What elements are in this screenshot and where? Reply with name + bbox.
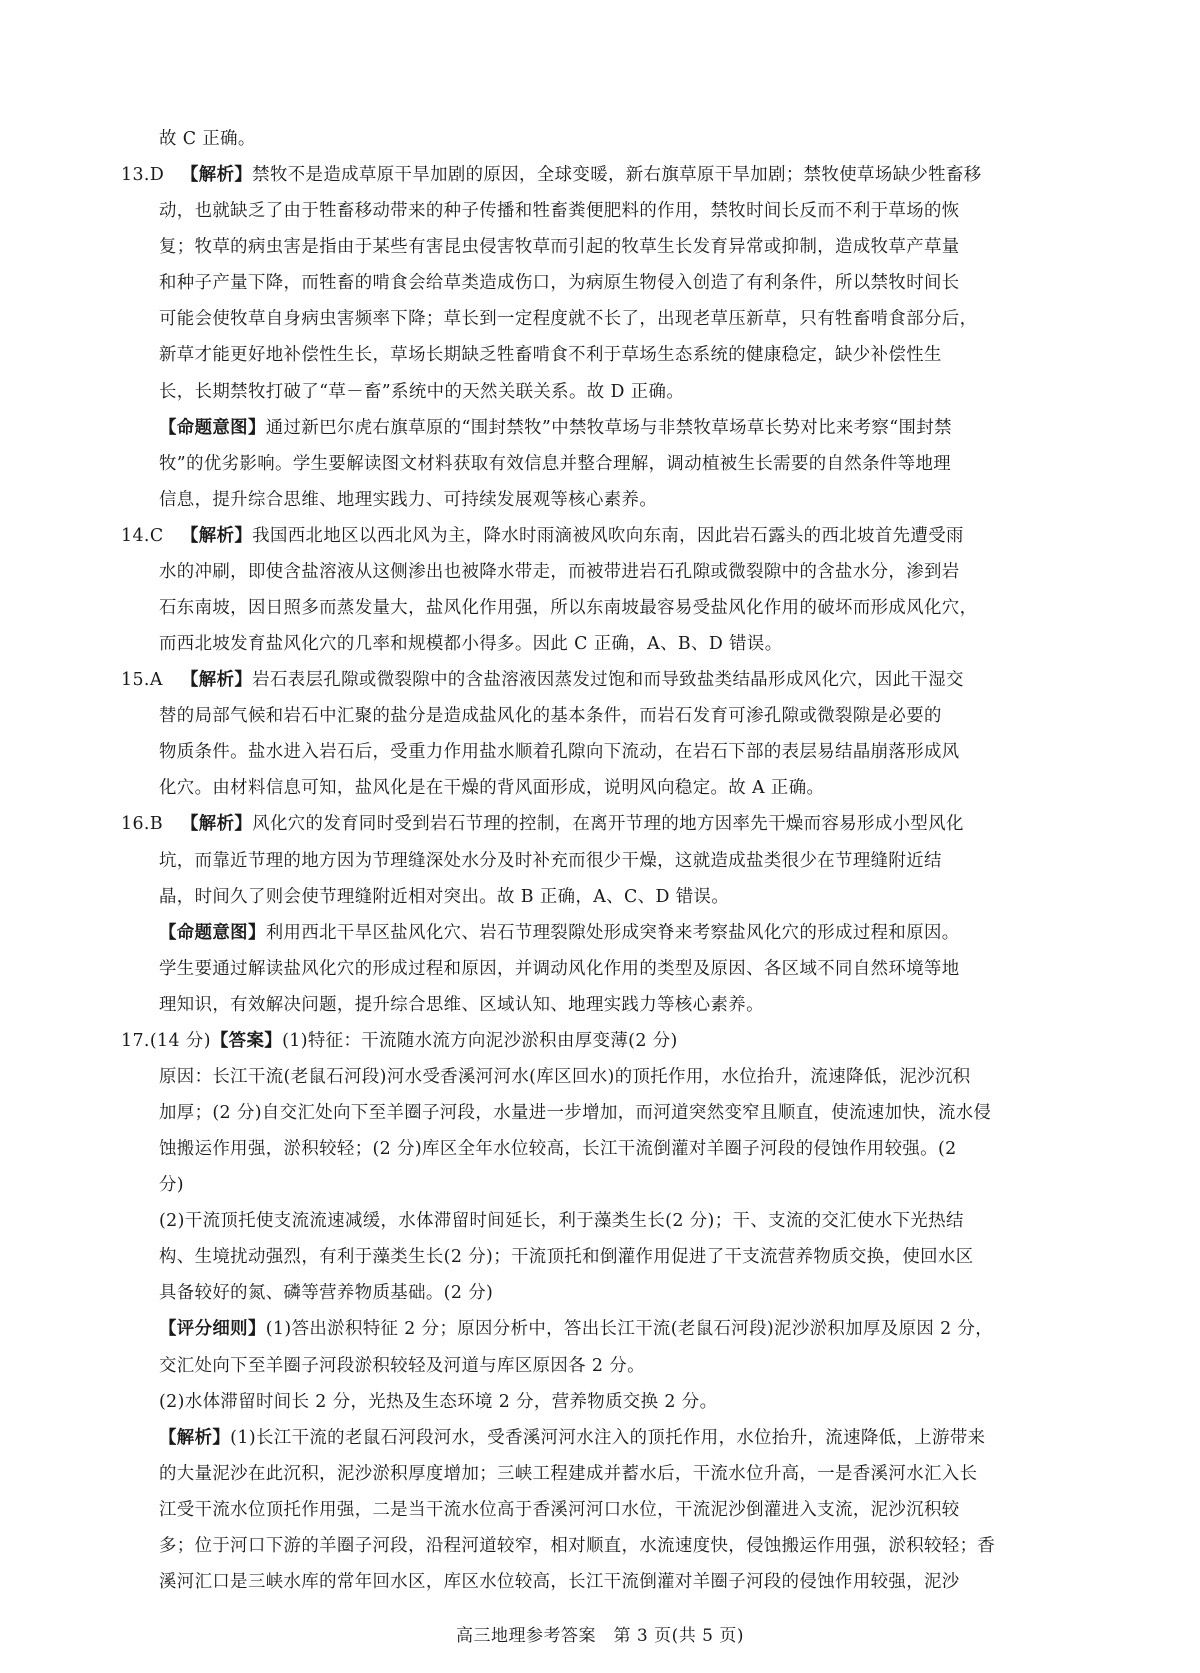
text-line: 加厚；(2 分)自交汇处向下至羊圈子河段，水量进一步增加，而河道突然变窄且顺直，使流速加快，流水侵 — [159, 1103, 992, 1123]
grading-line — [159, 1317, 993, 1341]
intent-line — [159, 416, 952, 440]
text-line: 水的冲刷，即使含盐溶液从这侧渗出也被降水带走，而被带进岩石孔隙或微裂隙中的含盐水分，渗到岩 — [159, 562, 960, 582]
text-line: 岩石表层孔隙或微裂隙中的含盐溶液因蒸发过饱和而导致盐类结晶形成风化穴，因此干湿交 — [252, 670, 964, 690]
q14-first-line — [121, 524, 964, 548]
text-line: 原因：长江干流(老鼠石河段)河水受香溪河河水(库区回水)的顶托作用，水位抬升，流速降低，泥沙沉积 — [159, 1067, 971, 1087]
text-line: 而西北坡发育盐风化穴的几率和规模都小得多。因此 C 正确，A、B、D 错误。 — [159, 634, 783, 654]
text-line: 坑，而靠近节理的地方因为节理缝深处水分及时补充而很少干燥，这就造成盐类很少在节理缝附近结 — [159, 851, 942, 871]
analysis-label: 【解析】 — [159, 1428, 231, 1448]
text-line: 替的局部气候和岩石中汇聚的盐分是造成盐风化的基本条件，而岩石发育可渗孔隙或微裂隙是必要的 — [159, 706, 942, 726]
q16-first-line — [121, 812, 964, 836]
q13-first-line — [121, 163, 982, 187]
text-line: 和种子产量下降，而牲畜的啃食会给草类造成伤口，为病原生物侵入创造了有利条件，所以禁牧时间长 — [159, 273, 960, 293]
text-line: 江受干流水位顶托作用强，二是当干流水位高于香溪河河口水位，干流泥沙倒灌进入支流，泥沙沉积较 — [159, 1500, 960, 1520]
text-line: 构、生境扰动强烈，有利于藻类生长(2 分)；干流顶托和倒灌作用促进了干支流营养物质交换，使回水区 — [159, 1247, 974, 1267]
text-line: (2)干流顶托使支流流速减缓，水体滞留时间延长，利于藻类生长(2 分)；干、支流的交汇使水下光热结 — [159, 1211, 964, 1231]
text-line: (2)水体滞留时间长 2 分，光热及生态环境 2 分，营养物质交换 2 分。 — [159, 1392, 718, 1412]
q17-first-line — [121, 1029, 678, 1053]
text-line: 风化穴的发育同时受到岩石节理的控制，在离开节理的地方因率先干燥而容易形成小型风化 — [252, 814, 964, 834]
continuation-line: 故 C 正确。 — [159, 129, 256, 149]
text-line: 的大量泥沙在此沉积，泥沙淤积厚度增加；三峡工程建成并蓄水后，干流水位升高，一是香溪河水汇入长 — [159, 1464, 978, 1484]
text-line: (1)答出淤积特征 2 分；原因分析中，答出长江干流(老鼠石河段)泥沙淤积加厚及原因 2 分， — [265, 1319, 994, 1339]
question-number: 13.D — [121, 165, 165, 185]
text-line: 禁牧不是造成草原干旱加剧的原因，全球变暖，新右旗草原干旱加剧；禁牧使草场缺少牲畜移 — [252, 165, 982, 185]
grading-label: 【评分细则】 — [159, 1319, 266, 1339]
text-line: 通过新巴尔虎右旗草原的“围封禁牧”中禁牧草场与非禁牧草场草长势对比来考察“围封禁 — [265, 418, 952, 438]
text-line: 长，长期禁牧打破了“草－畜”系统中的天然关联关系。故 D 正确。 — [159, 382, 685, 402]
analysis-label: 【解析】 — [181, 165, 253, 185]
text-line: 动，也就缺乏了由于牲畜移动带来的种子传播和牲畜粪便肥料的作用，禁牧时间长反而不利于草场的恢 — [159, 201, 960, 221]
score: (14 分) — [149, 1031, 211, 1051]
page-footer: 高三地理参考答案 第 3 页(共 5 页) — [455, 1626, 744, 1646]
text-line: 可能会使牧草自身病虫害频率下降；草长到一定程度就不长了，出现老草压新草，只有牲畜啃食部分后， — [159, 309, 978, 329]
text-line: 信息，提升综合思维、地理实践力、可持续发展观等核心素养。 — [159, 490, 658, 510]
intent-line — [159, 921, 960, 945]
text-line: 学生要通过解读盐风化穴的形成过程和原因，并调动风化作用的类型及原因、各区域不同自然环境等地 — [159, 959, 960, 979]
question-number: 17. — [121, 1031, 150, 1051]
text-line: 蚀搬运作用强，淤积较轻；(2 分)库区全年水位较高，长江干流倒灌对羊圈子河段的侵蚀作用较强。(2 — [159, 1139, 957, 1159]
question-number: 14.C — [121, 526, 164, 546]
analysis-line — [159, 1426, 985, 1450]
text-line: 晶，时间久了则会使节理缝附近相对突出。故 B 正确，A、C、D 错误。 — [159, 887, 730, 907]
text-line: 化穴。由材料信息可知，盐风化是在干燥的背风面形成，说明风向稳定。故 A 正确。 — [159, 778, 825, 798]
answer-label: 【答案】 — [210, 1031, 283, 1051]
intent-label: 【命题意图】 — [159, 418, 266, 438]
text-line: 分) — [159, 1175, 184, 1195]
text-line: 牧”的优劣影响。学生要解读图文材料获取有效信息并整合理解，调动植被生长需要的自然条件等地理 — [159, 454, 952, 474]
text-line: 复；牧草的病虫害是指由于某些有害昆虫侵害牧草而引起的牧草生长发育异常或抑制，造成牧草产草量 — [159, 237, 960, 257]
text-line: 石东南坡，因日照多而蒸发量大，盐风化作用强，所以东南坡最容易受盐风化作用的破坏而形成风化穴， — [159, 598, 978, 618]
intent-label: 【命题意图】 — [159, 923, 266, 943]
text-line: 理知识，有效解决问题，提升综合思维、区域认知、地理实践力等核心素养。 — [159, 995, 764, 1015]
question-number: 15.A — [121, 670, 163, 690]
analysis-label: 【解析】 — [181, 670, 253, 690]
text-line: 新草才能更好地补偿性生长，草场长期缺乏牲畜啃食不利于草场生态系统的健康稳定，缺少补偿性生 — [159, 345, 942, 365]
text-line: 利用西北干旱区盐风化穴、岩石节理裂隙处形成突脊来考察盐风化穴的形成过程和原因。 — [265, 923, 960, 943]
analysis-label: 【解析】 — [181, 526, 253, 546]
text-line: (1)长江干流的老鼠石河段河水，受香溪河河水注入的顶托作用，水位抬升，流速降低，上游带来 — [230, 1428, 986, 1448]
text-line: 溪河汇口是三峡水库的常年回水区，库区水位较高，长江干流倒灌对羊圈子河段的侵蚀作用较强，泥沙 — [159, 1572, 960, 1592]
text-line: 物质条件。盐水进入岩石后，受重力作用盐水顺着孔隙向下流动，在岩石下部的表层易结晶崩落形成风 — [159, 742, 960, 762]
text-line: (1)特征：干流随水流方向泥沙淤积由厚变薄(2 分) — [282, 1031, 678, 1051]
text-line: 交汇处向下至羊圈子河段淤积较轻及河道与库区原因各 2 分。 — [159, 1356, 645, 1376]
text-line: 我国西北地区以西北风为主，降水时雨滴被风吹向东南，因此岩石露头的西北坡首先遭受雨 — [252, 526, 964, 546]
question-number: 16.B — [121, 814, 164, 834]
q15-first-line — [121, 668, 964, 692]
text-line: 多；位于河口下游的羊圈子河段，沿程河道较窄，相对顺直，水流速度快，侵蚀搬运作用强，淤积较轻；香 — [159, 1536, 996, 1556]
analysis-label: 【解析】 — [181, 814, 253, 834]
text-line: 具备较好的氮、磷等营养物质基础。(2 分) — [159, 1283, 494, 1303]
